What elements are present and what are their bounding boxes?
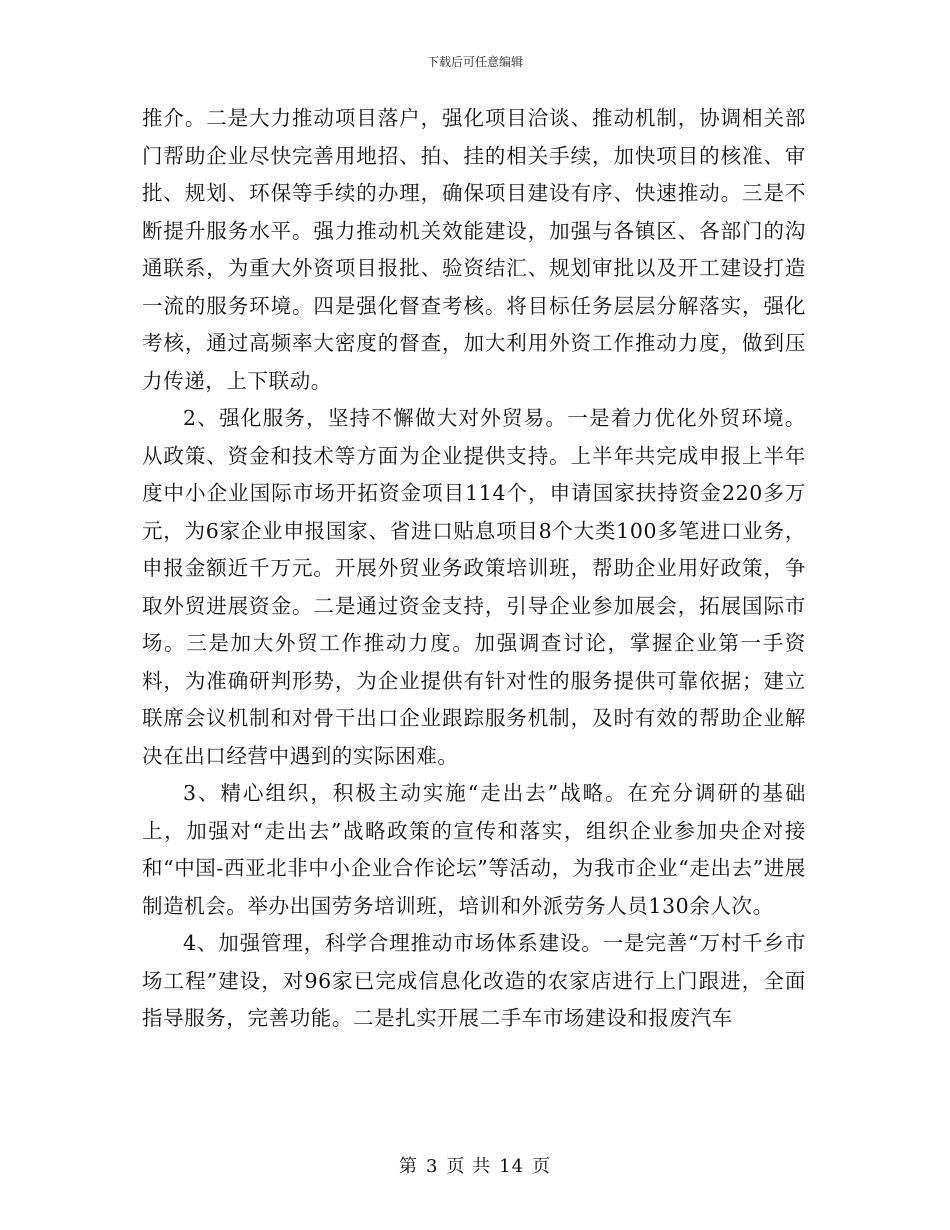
footer-current-page: 3 xyxy=(425,1156,439,1177)
footer-prefix: 第 xyxy=(398,1156,418,1177)
footer-middle: 页 共 xyxy=(446,1156,492,1177)
paragraph-4: 4、加强管理，科学合理推动市场体系建设。一是完善“万村千乡市场工程”建设，对96家已完成信息化改造的农家店进行上门跟进，全面指导服务，完善功能。二是扎实开展二手车市场建设和报废汽车 xyxy=(142,931,806,1030)
footer-suffix: 页 xyxy=(532,1156,552,1177)
page-footer xyxy=(0,1152,950,1178)
paragraph-1: 推介。二是大力推动项目落户，强化项目洽谈、推动机制，协调相关部门帮助企业尽快完善用地招、拍、挂的相关手续，加快项目的核准、审批、规划、环保等手续的办理，确保项目建设有序、快速推动。三是不断提升服务水平。强力推动机关效能建设，加强与各镇区、各部门的沟通联系，为重大外资项目报批、验资结汇、规划审批以及开工建设打造一流的服务环境。四是强化督查考核。将目标任务层层分解落实，强化考核，通过高频率大密度的督查，加大利用外资工作推动力度，做到压力传递，上下联动。 xyxy=(142,106,806,393)
paragraph-3: 3、精心组织，积极主动实施“走出去”战略。在充分调研的基础上，加强对“走出去”战略政策的宣传和落实，组织企业参加央企对接和“中国-西亚北非中小企业合作论坛”等活动，为我市企业“走出去”进展制造机会。举办出国劳务培训班，培训和外派劳务人员130余人次。 xyxy=(142,781,806,918)
page-header: 下载后可任意编辑 xyxy=(426,55,523,69)
paragraph-2: 2、强化服务，坚持不懈做大对外贸易。一是着力优化外贸环境。从政策、资金和技术等方面为企业提供支持。上半年共完成申报上半年度中小企业国际市场开拓资金项目114个，申请国家扶持资金220多万元，为6家企业申报国家、省进口贴息项目8个大类100多笔进口业务，申报金额近千万元。开展外贸业务政策培训班，帮助企业用好政策，争取外贸进展资金。二是通过资金支持，引导企业参加展会，拓展国际市场。三是加大外贸工作推动力度。加强调查讨论，掌握企业第一手资料，为准确研判形势，为企业提供有针对性的服务提供可靠依据；建立联席会议机制和对骨干出口企业跟踪服务机制，及时有效的帮助企业解决在出口经营中遇到的实际困难。 xyxy=(142,406,806,768)
document-body xyxy=(142,100,806,1038)
footer-total-pages: 14 xyxy=(499,1156,525,1177)
